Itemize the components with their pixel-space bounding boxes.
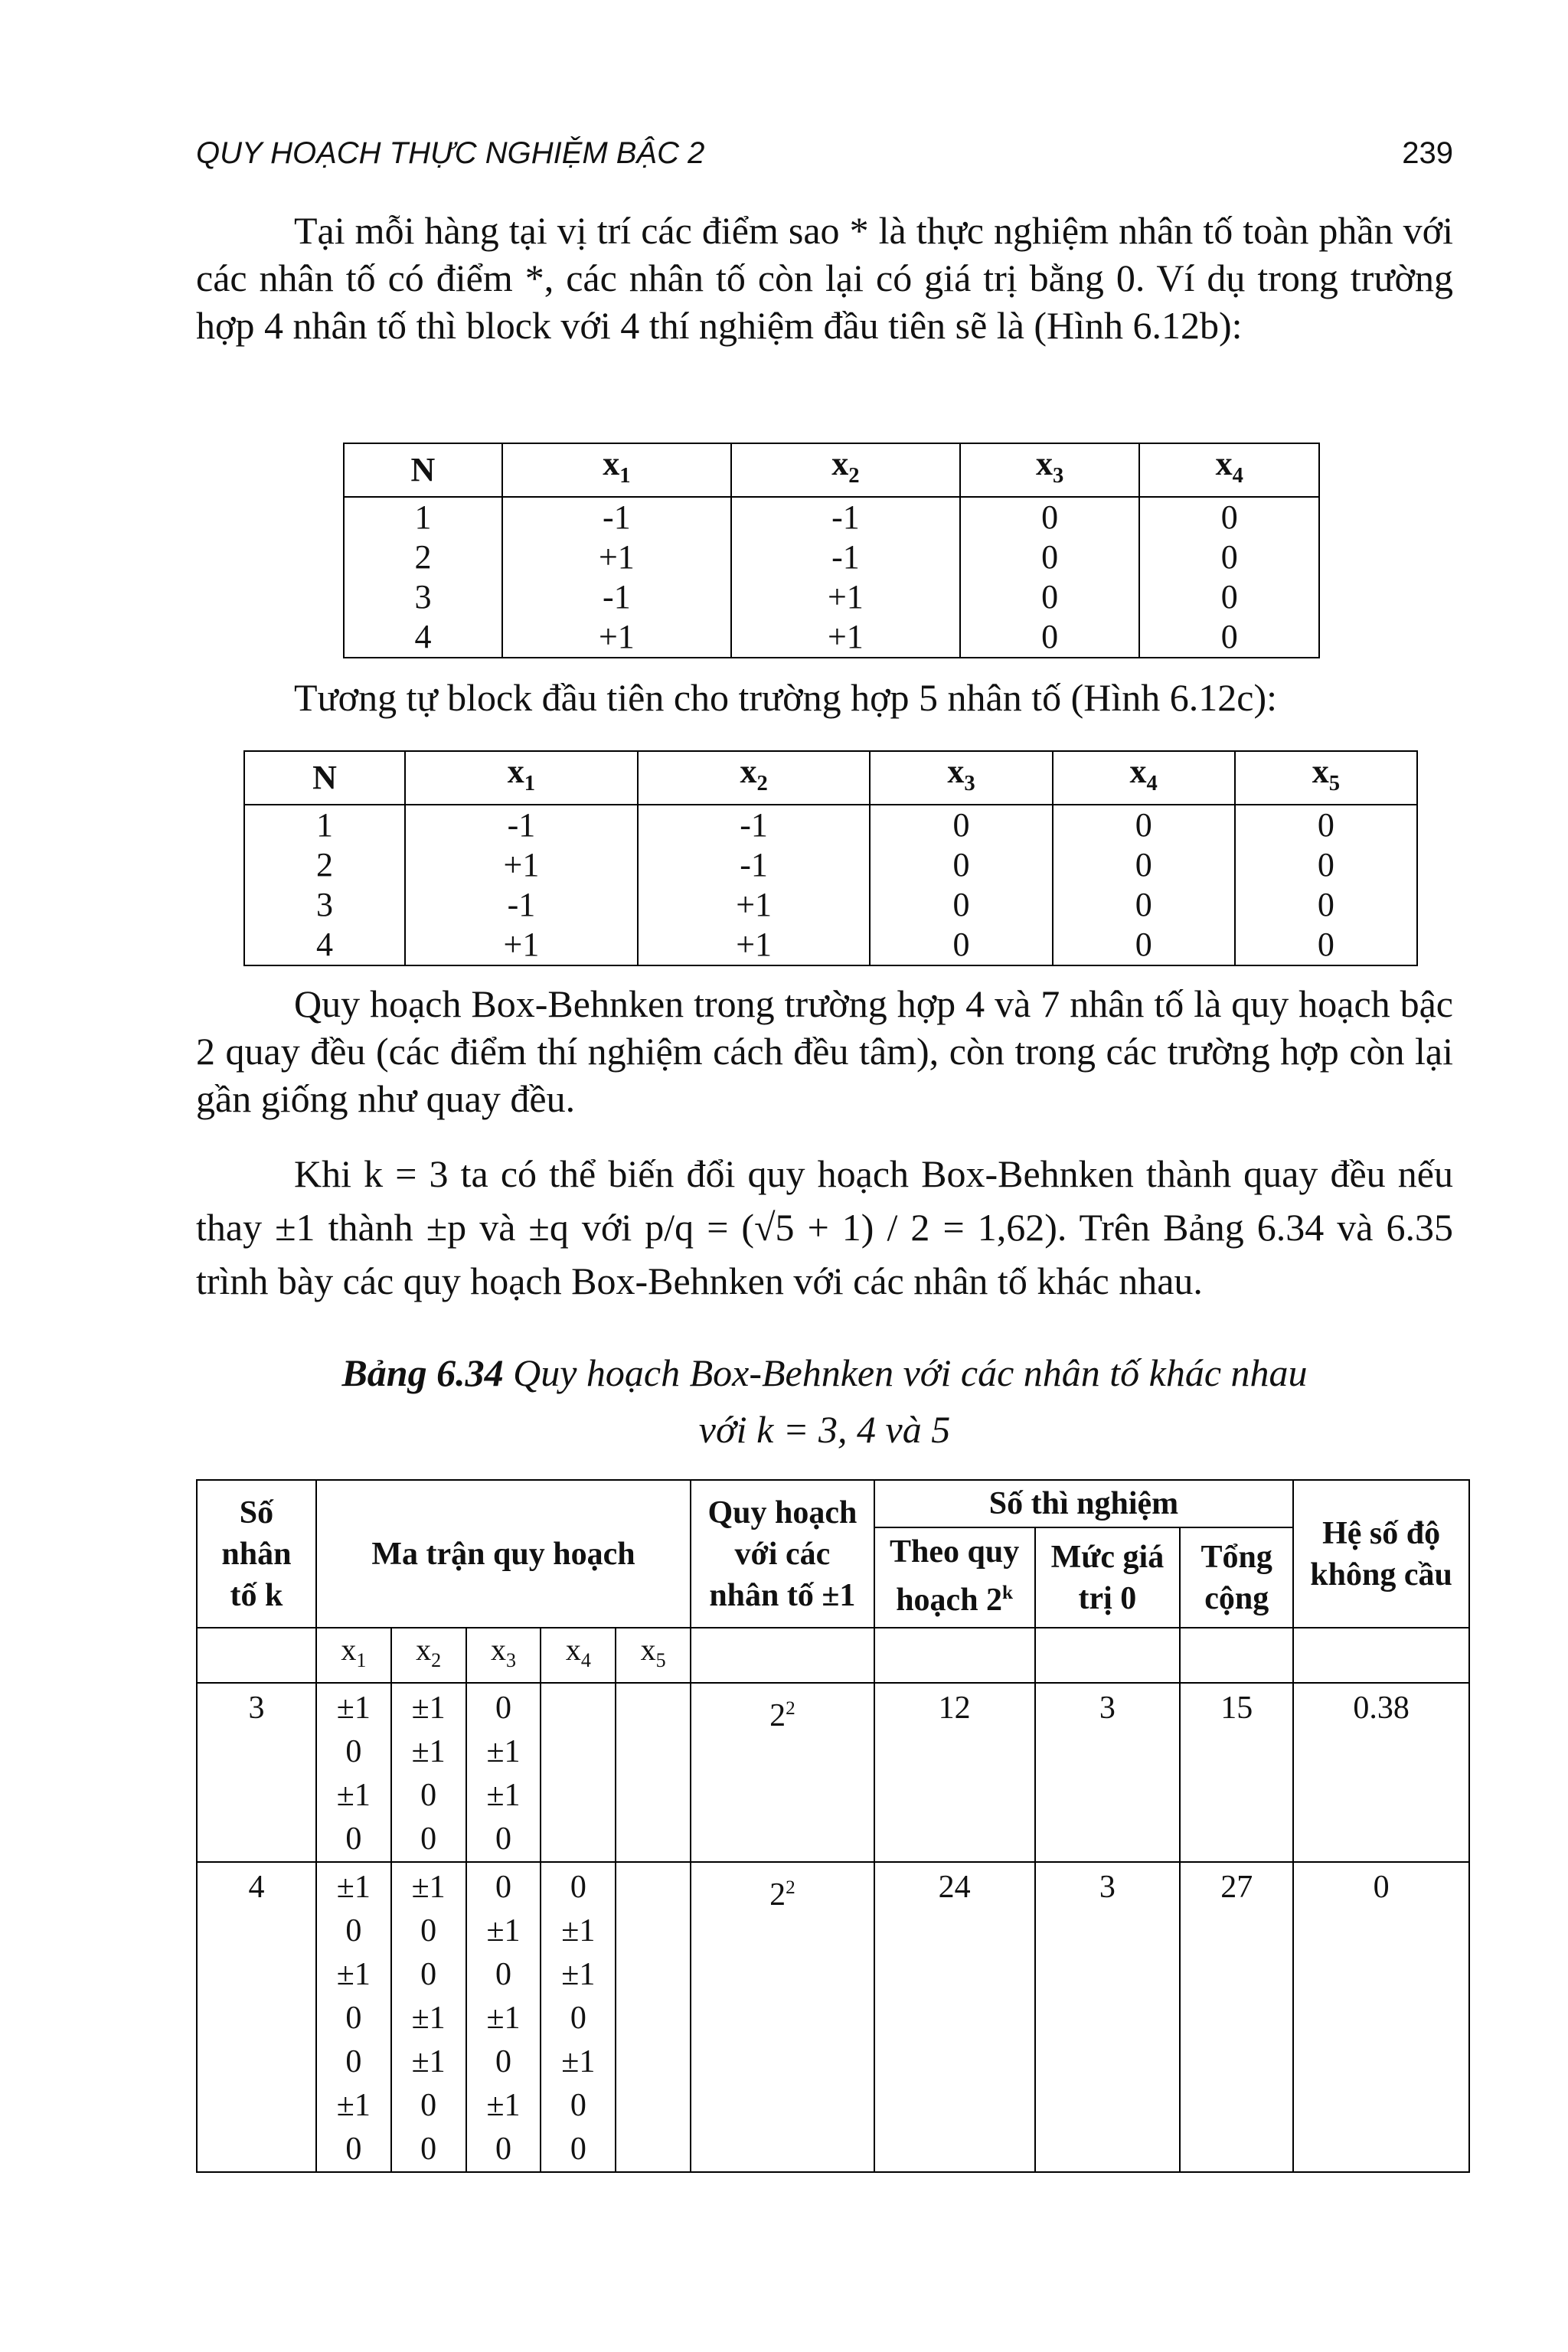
- matrix-value: 0: [570, 1870, 586, 1905]
- matrix-value: 0: [495, 1870, 511, 1905]
- table1-cell: -1: [731, 497, 960, 537]
- table2-cell: 0: [1235, 925, 1417, 965]
- column-label: $x_3$: [466, 1628, 541, 1683]
- column-label: $x_1$: [316, 1628, 391, 1683]
- table2-cell: 0: [1053, 885, 1235, 925]
- table1-cell: -1: [502, 577, 731, 617]
- matrix-value: [541, 1818, 615, 1861]
- table2-cell: +1: [638, 885, 871, 925]
- matrix-value: [616, 1818, 690, 1861]
- table2-header-0: N: [244, 751, 405, 805]
- table1-header-4: $x_4$: [1139, 443, 1319, 497]
- table1-header-2: $x_2$: [731, 443, 960, 497]
- table-4-factors: [343, 443, 1320, 658]
- matrix-value: 0: [345, 1821, 362, 1857]
- table-5-factors: [243, 750, 1418, 966]
- matrix-column: [391, 1862, 466, 2172]
- group-k: 3: [197, 1683, 316, 1862]
- box-behnken-table: [196, 1479, 1470, 2173]
- table-caption: [196, 1344, 1453, 1458]
- table1-cell: 3: [344, 577, 502, 617]
- header-theo-2k: [874, 1527, 1035, 1628]
- matrix-value: 0: [570, 2001, 586, 2036]
- header-theo-sup: k: [1002, 1583, 1014, 1603]
- matrix-value: [616, 1953, 690, 1997]
- table2-header-5: $x_5$: [1235, 751, 1417, 805]
- table2-header-3: $x_3$: [870, 751, 1052, 805]
- matrix-value: ±1: [411, 2044, 446, 2079]
- matrix-column: [316, 1683, 391, 1862]
- matrix-value: 0: [420, 1778, 437, 1813]
- column-label: $x_2$: [391, 1628, 466, 1683]
- table2-cell: 2: [244, 845, 405, 885]
- header-k: Số nhân tố k: [197, 1480, 316, 1628]
- table1-row: [344, 497, 1319, 537]
- group-k: 4: [197, 1862, 316, 2172]
- matrix-column: [316, 1862, 391, 2172]
- table1-cell: +1: [731, 577, 960, 617]
- table1-header-3: $x_3$: [960, 443, 1140, 497]
- table2-cell: 0: [1053, 925, 1235, 965]
- matrix-value: 0: [495, 1821, 511, 1857]
- matrix-value: 0: [495, 1957, 511, 1992]
- table1-cell: 0: [960, 577, 1140, 617]
- paragraph-2: Tương tự block đầu tiên cho trường hợp 5 nhân tố (Hình 6.12c):: [294, 676, 1278, 719]
- matrix-column: [616, 1683, 691, 1862]
- table1-cell: 0: [1139, 577, 1319, 617]
- header-experiments: Số thì nghiệm: [874, 1480, 1293, 1527]
- empty-cell: [1180, 1628, 1293, 1683]
- caption-line-2: với k = 3, 4 và 5: [698, 1408, 951, 1451]
- paragraph-1: Tại mỗi hàng tại vị trí các điểm sao * là thực nghiệm nhân tố toàn phần với các nhân tố có điểm *, các nhân tố còn lại có giá trị bằng 0. Ví dụ trong trường hợp 4 nhân tố thì block với 4 thí nghiệm đầu tiên sẽ là (Hình 6.12b):: [196, 209, 1453, 347]
- caption-text: Quy hoạch Box-Behnken với các nhân tố khác nhau: [503, 1351, 1308, 1394]
- matrix-value: [616, 1687, 690, 1730]
- matrix-column: [466, 1862, 541, 2172]
- empty-cell: [874, 1628, 1035, 1683]
- paragraph-3: Quy hoạch Box-Behnken trong trường hợp 4 và 7 nhân tố là quy hoạch bậc 2 quay đều (các điểm thí nghiệm cách đều tâm), còn trong các trường hợp còn lại gần giống như quay đều.: [196, 982, 1453, 1120]
- table1-header-0: N: [344, 443, 502, 497]
- table1-cell: 0: [1139, 497, 1319, 537]
- group-nonsphericity: 0: [1293, 1862, 1469, 2172]
- table1-cell: 0: [960, 537, 1140, 577]
- matrix-column: [541, 1862, 616, 2172]
- table1-cell: 2: [344, 537, 502, 577]
- table1-cell: 0: [1139, 617, 1319, 658]
- table2-cell: 0: [870, 925, 1052, 965]
- header-total: Tổng cộng: [1180, 1527, 1293, 1628]
- matrix-value: [616, 2128, 690, 2171]
- matrix-value: ±1: [336, 1870, 371, 1905]
- table2-cell: 0: [870, 845, 1052, 885]
- matrix-value: [616, 1866, 690, 1909]
- matrix-value: 0: [495, 1690, 511, 1726]
- table2-row: [244, 925, 1417, 965]
- matrix-value: 0: [345, 2044, 362, 2079]
- matrix-value: 0: [420, 1913, 437, 1949]
- matrix-value: [541, 1774, 615, 1818]
- matrix-value: ±1: [336, 2088, 371, 2123]
- matrix-value: ±1: [486, 1778, 521, 1813]
- matrix-value: [541, 1730, 615, 1774]
- table2-cell: 0: [1235, 885, 1417, 925]
- header-nonsphericity: Hệ số độ không cầu: [1293, 1480, 1469, 1628]
- matrix-value: ±1: [561, 1913, 596, 1949]
- table2-cell: 3: [244, 885, 405, 925]
- matrix-value: ±1: [411, 1690, 446, 1726]
- matrix-value: ±1: [336, 1690, 371, 1726]
- running-title: QUY HOẠCH THỰC NGHIỆM BẬC 2: [196, 136, 705, 170]
- table2-cell: -1: [405, 885, 638, 925]
- table1-cell: -1: [502, 497, 731, 537]
- table2-cell: +1: [405, 925, 638, 965]
- table1-cell: +1: [502, 537, 731, 577]
- matrix-value: ±1: [336, 1778, 371, 1813]
- header-level-zero: Mức giá trị 0: [1035, 1527, 1181, 1628]
- table2-cell: 4: [244, 925, 405, 965]
- table2-header-4: $x_4$: [1053, 751, 1235, 805]
- table1-row: [344, 617, 1319, 658]
- matrix-value: ±1: [486, 1734, 521, 1769]
- matrix-value: [541, 1687, 615, 1730]
- group-total: 27: [1180, 1862, 1293, 2172]
- matrix-column: [616, 1862, 691, 2172]
- matrix-value: ±1: [411, 1870, 446, 1905]
- paragraph-4-text-a: Khi k = 3 ta có thể biến đổi quy hoạch Box-Behnken thành quay đều nếu thay ±1 thành ±p và ±q với p/q = (: [196, 1152, 1453, 1249]
- column-label: $x_5$: [616, 1628, 691, 1683]
- matrix-column: [541, 1683, 616, 1862]
- group-nonsphericity: 0.38: [1293, 1683, 1469, 1862]
- matrix-value: 0: [345, 2001, 362, 2036]
- table2-row: [244, 805, 1417, 845]
- matrix-value: [616, 1774, 690, 1818]
- group-row: [197, 1683, 1469, 1862]
- group-qh-sup: 2: [786, 1877, 795, 1898]
- group-theo: 24: [874, 1862, 1035, 2172]
- table2-cell: +1: [638, 925, 871, 965]
- table1-cell: -1: [731, 537, 960, 577]
- table2-cell: 0: [1053, 805, 1235, 845]
- matrix-value: 0: [420, 1821, 437, 1857]
- empty-cell: [1035, 1628, 1181, 1683]
- table2-header-2: $x_2$: [638, 751, 871, 805]
- table2-row: [244, 885, 1417, 925]
- table1-cell: 0: [960, 617, 1140, 658]
- matrix-value: 0: [570, 2132, 586, 2167]
- table1-row: [344, 537, 1319, 577]
- matrix-value: ±1: [486, 1913, 521, 1949]
- table1-cell: 0: [1139, 537, 1319, 577]
- table2-row: [244, 845, 1417, 885]
- table2-cell: +1: [405, 845, 638, 885]
- matrix-value: 0: [420, 1957, 437, 1992]
- ratio-formula: √5 + 1) / 2 = 1,62: [754, 1206, 1045, 1249]
- group-qh-base: 2: [769, 1698, 786, 1733]
- table2-cell: 0: [1053, 845, 1235, 885]
- group-theo: 12: [874, 1683, 1035, 1862]
- table1-cell: +1: [731, 617, 960, 658]
- matrix-value: 0: [345, 2132, 362, 2167]
- group-qh-base: 2: [769, 1877, 786, 1913]
- matrix-value: ±1: [336, 1957, 371, 1992]
- paragraph-4: [196, 1147, 1453, 1308]
- matrix-value: [616, 2084, 690, 2128]
- matrix-value: 0: [495, 2044, 511, 2079]
- table1-cell: 4: [344, 617, 502, 658]
- matrix-value: 0: [495, 2132, 511, 2167]
- matrix-column: [466, 1683, 541, 1862]
- matrix-value: ±1: [486, 2001, 521, 2036]
- matrix-value: 0: [345, 1913, 362, 1949]
- matrix-value: ±1: [486, 2088, 521, 2123]
- page-number: 239: [1402, 136, 1453, 170]
- table2-cell: 0: [870, 805, 1052, 845]
- table1-row: [344, 577, 1319, 617]
- page-header: [196, 136, 1453, 171]
- group-level-zero: 3: [1035, 1683, 1181, 1862]
- group-qh: [691, 1862, 874, 2172]
- matrix-value: [616, 2040, 690, 2084]
- matrix-value: ±1: [411, 2001, 446, 2036]
- matrix-value: ±1: [561, 2044, 596, 2079]
- table2-cell: -1: [638, 805, 871, 845]
- matrix-value: [616, 1909, 690, 1953]
- header-theo-text: Theo quy hoạch 2: [890, 1534, 1020, 1618]
- matrix-column: [391, 1683, 466, 1862]
- group-level-zero: 3: [1035, 1862, 1181, 2172]
- matrix-value: 0: [345, 1734, 362, 1769]
- matrix-value: 0: [420, 2088, 437, 2123]
- empty-cell: [691, 1628, 874, 1683]
- table2-header-1: $x_1$: [405, 751, 638, 805]
- group-qh-sup: 2: [786, 1698, 795, 1719]
- table2-cell: 0: [1235, 805, 1417, 845]
- matrix-value: ±1: [561, 1957, 596, 1992]
- column-label: $x_4$: [541, 1628, 616, 1683]
- table1-cell: 0: [960, 497, 1140, 537]
- table2-cell: 1: [244, 805, 405, 845]
- empty-cell: [1293, 1628, 1469, 1683]
- group-qh: [691, 1683, 874, 1862]
- table1-header-1: $x_1$: [502, 443, 731, 497]
- matrix-value: 0: [570, 2088, 586, 2123]
- empty-cell: [197, 1628, 316, 1683]
- matrix-value: [616, 1730, 690, 1774]
- table2-cell: 0: [1235, 845, 1417, 885]
- table2-cell: 0: [870, 885, 1052, 925]
- matrix-value: [616, 1997, 690, 2040]
- header-matrix: Ma trận quy hoạch: [316, 1480, 691, 1628]
- group-row: [197, 1862, 1469, 2172]
- table2-cell: -1: [638, 845, 871, 885]
- matrix-value: ±1: [411, 1734, 446, 1769]
- header-qh: Quy hoạch với các nhân tố ±1: [691, 1480, 874, 1628]
- table1-cell: 1: [344, 497, 502, 537]
- table2-cell: -1: [405, 805, 638, 845]
- matrix-value: 0: [420, 2132, 437, 2167]
- group-total: 15: [1180, 1683, 1293, 1862]
- paragraph-4-text-b: ). Trên Bảng 6.34 và 6.35 trình bày các quy hoạch Box-Behnken với các nhân tố khác nhau.: [196, 1206, 1453, 1302]
- caption-label: Bảng 6.34: [341, 1351, 504, 1394]
- table1-cell: +1: [502, 617, 731, 658]
